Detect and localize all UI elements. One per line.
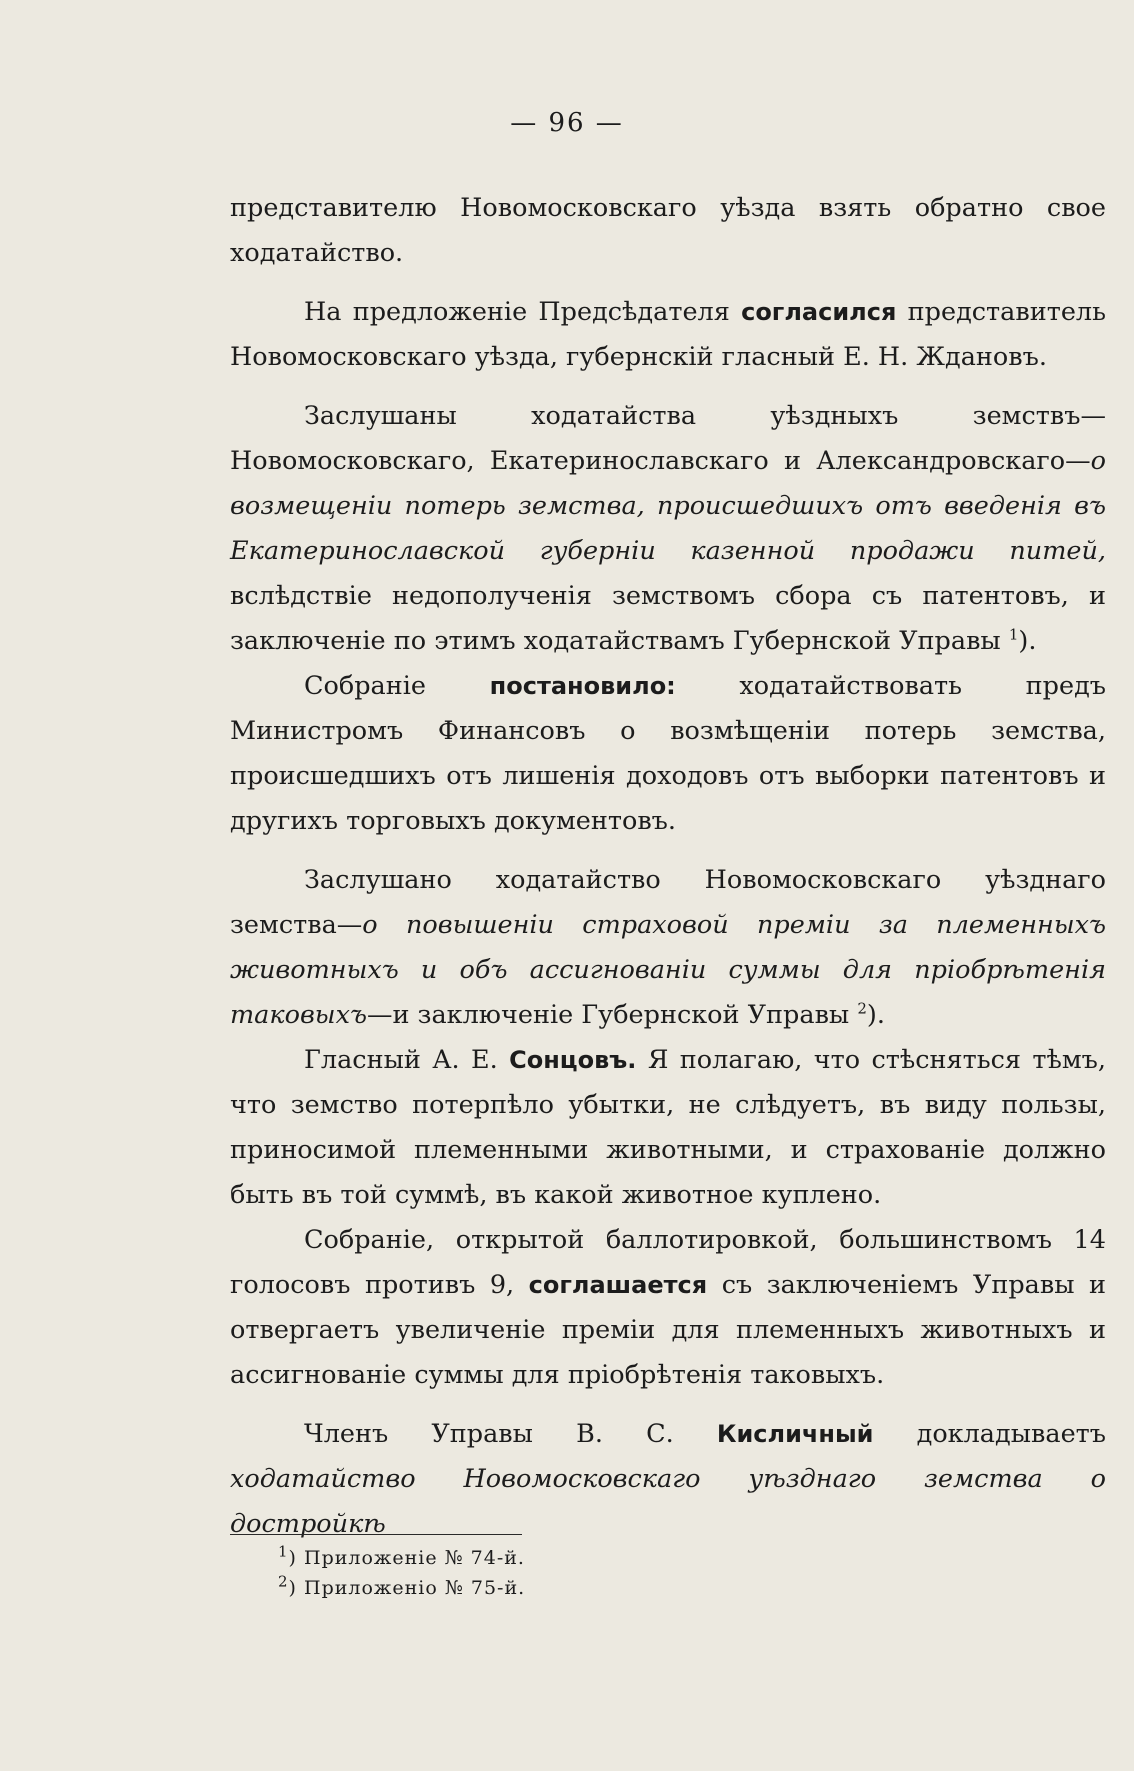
paragraph-6-bold: Сонцовъ. [509, 1046, 637, 1074]
paragraph-3-text-mid: вслѣдствіе недополученія земствомъ сбора съ патентовъ, и заключеніе по этимъ ходатайствамъ Губернской Управы [230, 581, 1106, 656]
paragraph-6-text-end: Я полагаю, что стѣсняться тѣмъ, что земство потерпѣло убытки, не слѣдуетъ, въ виду пользы, приносимой племенными животными, и страхованіе должно быть въ той суммѣ, въ какой животное куплено. [230, 1045, 1106, 1210]
paragraph-8-text: Членъ Управы В. С. [304, 1419, 717, 1449]
footnote-ref-1: 1 [1008, 625, 1019, 644]
paragraph-5-text-mid: —и заключеніе Губернской Управы [366, 1000, 858, 1030]
paragraph-6 [230, 1038, 1106, 1218]
footnote-1-text: ) Приложеніе № 74-й. [288, 1547, 525, 1569]
paragraph-2-text: На предложеніе Предсѣдателя [304, 297, 742, 327]
paragraph-8-bold: Кисличный [716, 1420, 874, 1448]
page-number: — 96 — [510, 108, 624, 138]
paragraph-7 [230, 1218, 1106, 1398]
footnote-2-mark: 2 [278, 1572, 289, 1591]
paragraph-1: представителю Новомосковскаго уѣзда взять обратно свое ходатайство. [230, 193, 1106, 268]
paragraph-3-text: Заслушаны ходатайства уѣздныхъ земствъ—Новомосковскаго, Екатеринославскаго и Александровскаго— [230, 401, 1106, 476]
paragraph-3-text-end: ). [1018, 626, 1037, 656]
footnote-rule [230, 1534, 522, 1535]
paragraph-7-text: Собраніе, открытой баллотировкой, большинствомъ 14 голосовъ противъ 9, [230, 1225, 1106, 1300]
paragraph-2-bold: согласился [741, 298, 897, 326]
footnote-1-mark: 1 [278, 1542, 289, 1561]
paragraph-8-text-mid: докладываетъ [873, 1419, 1106, 1449]
paragraph-4 [230, 664, 1106, 844]
footnote-1 [278, 1543, 978, 1573]
paragraph-3-italic: о возмещеніи потерь земства, происшедшихъ отъ введенія въ Екатеринославской губерніи казенной продажи питей, [230, 446, 1106, 566]
paragraph-4-text-end: ходатайствовать предъ Министромъ Финансовъ о возмѣщеніи потерь земства, происшедшихъ отъ лишенія доходовъ отъ выборки патентовъ и другихъ торговыхъ документовъ. [230, 671, 1107, 836]
paragraph-7-bold: соглашается [528, 1271, 708, 1299]
paragraph-3 [230, 394, 1106, 664]
paragraph-5 [230, 858, 1106, 1038]
paragraph-4-bold: постановило: [489, 672, 676, 700]
paragraph-5-text-end: ). [866, 1000, 885, 1030]
paragraph-7-text-end: съ заключеніемъ Управы и отвергаетъ увеличеніе преміи для племенныхъ животныхъ и ассигнованіе суммы для пріобрѣтенія таковыхъ. [230, 1270, 1106, 1390]
paragraph-2 [230, 290, 1106, 380]
page-body [230, 186, 1106, 1547]
footnote-2-text: ) Приложеніо № 75-й. [288, 1577, 526, 1599]
paragraph-4-text: Собраніе [304, 671, 490, 701]
footnote-ref-2: 2 [857, 999, 867, 1018]
footnotes [278, 1543, 978, 1603]
paragraph-5-italic: о повышеніи страховой преміи за племенныхъ животныхъ и объ ассигнованіи суммы для пріобрѣтенія таковыхъ [230, 910, 1106, 1030]
footnote-2 [278, 1573, 978, 1603]
paragraph-6-text: Гласный А. Е. [304, 1045, 510, 1075]
paragraph-8 [230, 1412, 1106, 1547]
paragraph-5-text: Заслушано ходатайство Новомосковскаго уѣзднаго земства— [230, 865, 1106, 940]
paragraph-2-text-end: представитель Новомосковскаго уѣзда, губернскій гласный Е. Н. Ждановъ. [230, 297, 1106, 372]
paragraph-8-italic: ходатайство Новомосковскаго уѣзднаго земства о достройкѣ [230, 1464, 1106, 1539]
